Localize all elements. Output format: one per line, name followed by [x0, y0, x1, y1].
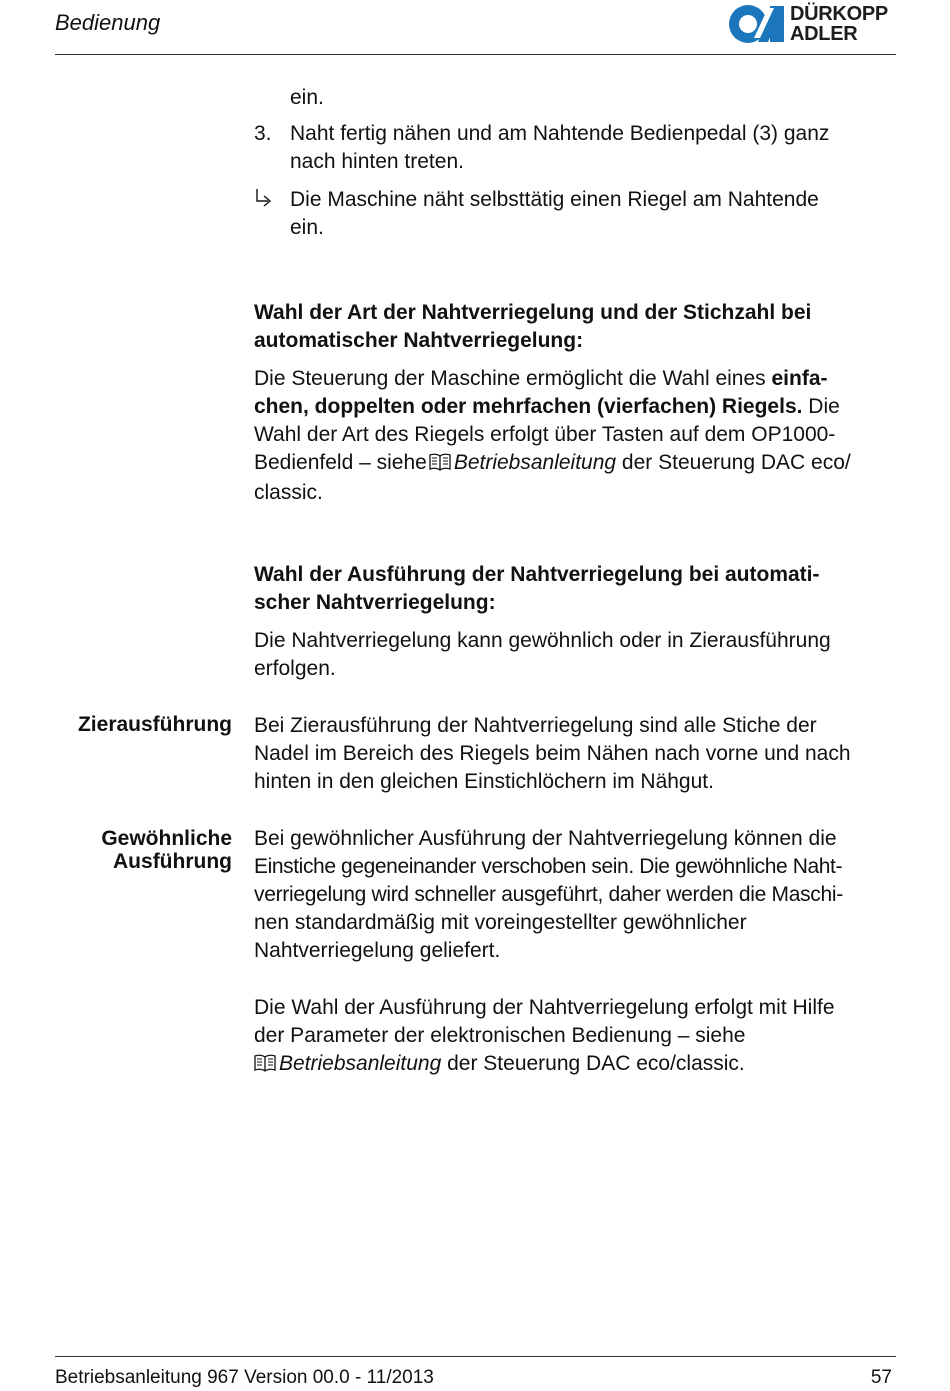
gew-line5: Nahtverriegelung geliefert.	[254, 939, 501, 962]
step-number: 3.	[254, 122, 272, 145]
list-item-step-3	[254, 120, 896, 176]
section-title: Bedienung	[55, 10, 161, 35]
brand-logo	[728, 2, 898, 46]
side-label-zier: Zierausführung	[77, 713, 232, 736]
para-intro: Die Steuerung der Maschine ermöglicht die Wahl eines	[254, 367, 772, 390]
book-icon	[429, 451, 451, 479]
para-line1: Die Nahtverriegelung kann gewöhnlich oder in Zierausführung	[254, 629, 831, 652]
section-heading-execution	[254, 561, 896, 617]
para-bold-1: einfa-	[771, 367, 828, 390]
manual-reference: Betriebsanleitung	[279, 1052, 442, 1075]
logo-mark-icon	[728, 2, 788, 46]
side-label-gewoehnlich	[32, 827, 232, 873]
footer-document-info: Betriebsanleitung 967 Version 00.0 - 11/2013	[55, 1367, 434, 1388]
zier-line1: Bei Zierausführung der Nahtverriegelung sind alle Stiche der	[254, 714, 817, 737]
section-heading-type-selection	[254, 299, 896, 355]
list-item-result	[254, 186, 896, 242]
label-line2: Ausführung	[113, 850, 232, 873]
page-number: 57	[870, 1367, 892, 1388]
result-text-line1: Die Maschine näht selbsttätig einen Riegel am Nahtende	[290, 188, 819, 211]
logo-text-line1: DÜRKOPP	[790, 3, 888, 25]
footer-divider	[55, 1356, 896, 1357]
manual-reference: Betriebsanleitung	[453, 451, 617, 474]
zier-line3: hinten in den gleichen Einstichlöchern im Nähgut.	[254, 770, 714, 793]
heading-line1: Wahl der Ausführung der Nahtverriegelung bei automati-	[254, 563, 820, 586]
para-line3: Wahl der Art des Riegels erfolgt über Tasten auf dem OP1000-	[254, 423, 836, 446]
final-line2: der Parameter der elektronischen Bedienung – siehe	[254, 1024, 746, 1047]
para-bold-2: chen, doppelten oder mehrfachen (vierfachen) Riegels.	[254, 395, 803, 418]
para-line4b: der Steuerung DAC eco/	[616, 451, 851, 474]
para-line2: erfolgen.	[254, 657, 336, 680]
result-text	[290, 186, 896, 242]
heading-line1: Wahl der Art der Nahtverriegelung und der Stichzahl bei	[254, 301, 812, 324]
final-line3b: der Steuerung DAC eco/classic.	[441, 1052, 745, 1075]
header-divider	[55, 54, 896, 55]
gew-line3: verriegelung wird schneller ausgeführt, daher werden die Maschi-	[254, 883, 843, 906]
result-arrow-icon	[254, 186, 284, 216]
gew-line4: nen standardmäßig mit voreingestellter gewöhnlicher	[254, 911, 747, 934]
heading-line2: scher Nahtverriegelung:	[254, 591, 496, 614]
final-line1: Die Wahl der Ausführung der Nahtverriegelung erfolgt mit Hilfe	[254, 996, 835, 1019]
para-after-bold: Die	[802, 395, 840, 418]
paragraph-final	[254, 994, 896, 1080]
step-text	[290, 120, 896, 176]
gew-line1: Bei gewöhnlicher Ausführung der Nahtverriegelung können die	[254, 827, 837, 850]
heading-line2: automatischer Nahtverriegelung:	[254, 329, 584, 352]
paragraph-execution	[254, 627, 896, 683]
step-text-line1: Naht fertig nähen und am Nahtende Bedienpedal (3) ganz	[290, 122, 830, 145]
result-text-line2: ein.	[290, 216, 324, 239]
para-line5: classic.	[254, 481, 323, 504]
gew-line2: Einstiche gegeneinander verschoben sein. Die gewöhnliche Naht-	[254, 855, 843, 878]
para-line4a: Bedienfeld – siehe	[254, 451, 427, 474]
paragraph-gewoehnlich	[254, 825, 896, 965]
zier-line2: Nadel im Bereich des Riegels beim Nähen nach vorne und nach	[254, 742, 851, 765]
book-icon	[254, 1052, 276, 1080]
step-text-line2: nach hinten treten.	[290, 150, 464, 173]
logo-text-line2: ADLER	[790, 23, 858, 45]
paragraph-zier	[254, 712, 896, 796]
paragraph-type-selection	[254, 365, 896, 507]
continuation-text: ein.	[290, 86, 324, 109]
label-line1: Gewöhnliche	[101, 827, 232, 850]
